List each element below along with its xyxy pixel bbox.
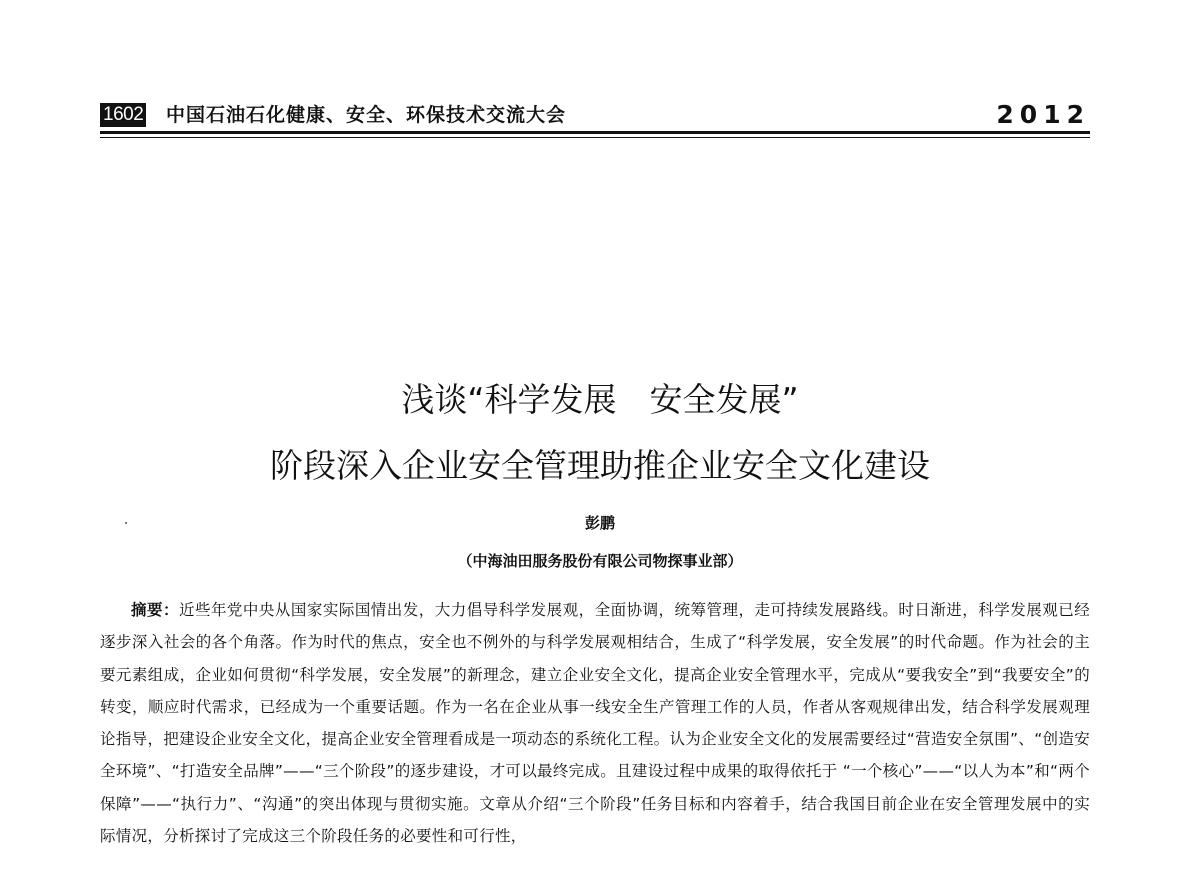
running-header [100, 100, 1090, 130]
paper-title-line-2: 阶段深入企业安全管理助推企业安全文化建设 [270, 446, 930, 485]
header-year: 2012 [996, 100, 1090, 129]
header-rule-thick [100, 131, 1090, 134]
author-name: 彭鹏 [584, 514, 615, 532]
header-rule-thin [100, 137, 1090, 138]
page-number: 1602 [100, 103, 146, 127]
abstract-text: 近些年党中央从国家实际国情出发，大力倡导科学发展观，全面协调，统筹管理，走可持续发展路线。时日渐进，科学发展观已经逐步深入社会的各个角落。作为时代的焦点，安全也不例外的与科学发展观相结合，生成了“科学发展，安全发展”的时代命题。作为社会的主要元素组成，企业如何贯彻“科学发展，安全发展”的新理念，建立企业安全文化，提高企业安全管理水平，完成从“要我安全”到“我要安全”的转变，顺应时代需求，已经成为一个重要话题。作为一名在企业从事一线安全生产管理工作的人员，作者从客观规律出发，结合科学发展观理论指导，把建设企业安全文化，提高企业安全管理看成是一项动态的系统化工程。认为企业安全文化的发展需要经过“营造安全氛围”、“创造安全环境”、“打造安全品牌”——“三个阶段”的逐步建设，才可以最终完成。且建设过程中成果的取得依托于 “一个核心”——“以人为本”和“两个保障”——“执行力”、“沟通”的突出体现与贯彻实施。文章从介绍“三个阶段”任务目标和内容着手，结合我国目前企业在安全管理发展中的实际情况，分析探讨了完成这三个阶段任务的必要性和可行性， [100, 601, 1090, 846]
author-affiliation: （中海油田服务股份有限公司物探事业部） [457, 552, 743, 570]
paper-title-line-1: 浅谈“科学发展 安全发展” [401, 380, 799, 419]
abstract-label: 摘要： [131, 601, 179, 619]
conference-title: 中国石油石化健康、安全、环保技术交流大会 [166, 104, 567, 126]
abstract-paragraph [100, 594, 1090, 852]
